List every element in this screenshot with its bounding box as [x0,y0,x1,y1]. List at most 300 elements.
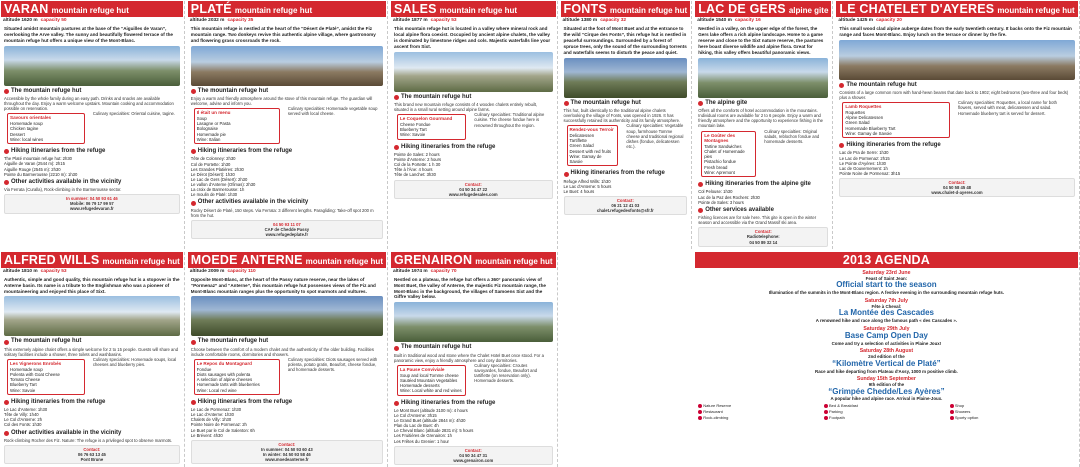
contact-line: 06 21 12 41 03 [611,203,640,209]
panel-header [561,1,691,17]
itinerary-item: Le moulin de Platé: 1h30 [190,192,238,198]
description: Nestled on a plateau, the refuge hut offers a 360° panoramic view of Mont Buet, the valley of Anterne, the majestic Fiz mountain range, the Mont-Blanc in the background, the villages of Samoens Sixt and the Giffre Valley below. [393,276,546,300]
bullet-icon [564,101,569,106]
itinerary-item: La croix de Barmerousse: 1h [190,187,245,193]
itinerary-item: Col des Fonts: 1h30 [4,422,42,428]
menu-box-col [839,100,953,140]
itinerary-item: Les Grandes Platières: 2h30 [190,166,244,172]
other-text: Rock-climbing Rocher des Fiz. Nature: The refuge is a privileged spot to observe marmots. [4,437,173,443]
section-title: The mountain refuge hut [11,87,82,94]
menu-line: Homemade soup [10,121,43,127]
itinerary-title: Hiking itineraries from the refuge [846,142,941,149]
capacity: capacity 50 [40,18,67,23]
refuge-type: mountain refuge hut [439,6,517,15]
event-note: A popular hike and alpine race. Arrival in Plaine-Joux. [830,396,943,402]
menu-title: Il était un menu [196,110,231,116]
contact-line: Contact: [83,447,101,453]
menu-title: Les Vignerons Enrobés [10,361,62,367]
menu-title: Le Coquelon Gourmand [399,116,453,122]
legend-label: Shop [954,402,965,408]
contact-line: Pont Brune [80,457,104,463]
contact-box [698,227,828,246]
legend-icon [824,410,828,414]
itinerary-item: Col de la Portette: 1 h 30 [393,162,441,168]
itinerary-item: Le Dérot (Désert): 1h30 [190,171,235,177]
altitude: altitude 2009 m [189,268,225,274]
contact-line: Radiotelephone: [746,234,780,240]
contact-box [4,194,180,213]
menu-line: Bolognaise [196,126,219,132]
panel-agenda [695,252,1079,467]
agenda-event [698,270,1074,296]
refuge-type: mountain refuge hut [305,256,383,266]
event-note: A renowned hike and race along the famous path « des Cascades ». [815,318,958,324]
other-text: Via Ferrata (Curalla), Rock-climbing in the Barmerousse sector. [4,187,122,193]
panel-header [391,252,556,268]
contact-box [191,440,383,465]
event-note: Come and try a selection of activities in Plaine Joux! [831,340,942,346]
itinerary-title: Hiking itineraries from the refuge [11,147,106,154]
altitude: altitude 1620 m [3,18,38,23]
contact-line: Contact: [948,180,966,186]
refuge-type: mountain refuge hut [102,256,180,266]
capacity: capacity 53 [430,18,457,23]
bullet-icon [394,95,399,100]
other-text: Rocky Désert de Platé, 150 steps. Via Ferrata: 3 different lengths. Paragliding: Take-off spot 200 m from the hut. [190,207,374,218]
section-title: The mountain refuge hut [570,99,641,106]
event-subtitle: Feast of Saint Jean: [865,276,908,282]
refuge-name: LAC DE GERS [698,2,786,16]
contact-box [839,178,1074,197]
itinerary-item: Les Fruitières de Grenairon: 1h [393,433,452,439]
itinerary-item: Le Lac d'Anterne: 5 hours [563,183,612,189]
legend-label: Footpath [829,414,845,420]
bullet-icon [191,201,196,206]
itinerary-item: Tête de Villy: 1h40 [4,412,39,418]
legend-label: Restaurant [703,408,723,414]
capacity: capacity 110 [227,268,256,274]
menu-line: Homemade desserts [399,383,440,389]
bullet-icon [698,208,703,213]
menu-line: Wine: local wines [10,136,44,142]
capacity: capacity 32 [600,18,627,23]
contact-line: www.refugedeplate.fr [265,232,309,238]
itinerary-item: Le Pointe d'Ayères: 1h30 [839,160,886,166]
itinerary-title: Hiking itineraries from the refuge [197,148,293,155]
itinerary-heading [4,148,180,155]
altitude: altitude 1877 m [392,18,428,23]
section-title: The mountain refuge hut [197,87,269,94]
contact-line: Contact: [754,229,772,235]
itinerary-title: Hiking itineraries from the refuge [400,399,496,406]
legend-item [698,416,823,421]
itinerary-title: Hiking itineraries from the refuge [400,143,496,150]
panel-varan [1,1,185,249]
itinerary-item: Le Mont Buet (altitude 3100 m): 4 hours [393,407,468,413]
section-title: The alpine gite [705,99,748,106]
contact-line: Contact: [278,441,296,447]
section-heading [191,88,383,95]
itinerary-item: Aiguille de Varan (2544 m): 2h15 [4,161,65,167]
altitude: altitude 2032 m [189,18,225,23]
itinerary-item: Tête de Lanchet: 3h30 [393,172,436,178]
refuge-photo [4,296,180,336]
capacity: capacity 16 [734,18,761,23]
bullet-icon [394,145,399,150]
itinerary-item: Lac de la Paz des Rochers: 2h30 [698,194,760,200]
itinerary-item: Le Buet: 4 hours [563,188,595,194]
legend-label: Bed & Breakfast [829,402,858,408]
event-date: Saturday 29th July [863,325,910,332]
itinerary-title: Hiking itineraries from the refuge [11,398,106,405]
contact-line: www.refugedesales.com [448,191,498,197]
legend-icon [698,404,702,408]
itinerary-item: Col de Portette: 1h30 [190,161,231,167]
menu-line: Diots sausages with polenta [196,371,251,377]
panel-plate [188,1,388,249]
contact-line: www.grenairon.com [453,457,494,463]
panel-header [695,1,831,17]
contact-box [191,220,383,239]
section-title: The mountain refuge hut [11,338,82,345]
refuge-name: SALES [393,2,437,16]
section-heading [394,94,553,101]
itinerary-item: Lac de Gouvernement: 1h [839,165,888,171]
itinerary-item: Tête de Colonney: 2h30 [190,156,236,162]
description: Opposite Mont-Blanc, at the heart of the Passy nature reserve, near the lakes of “Pormenaz” and “Anterne”, this mountain refuge hut possesses views of the Fiz and Mont-Blanc mountain ranges plus the opportunity to spot marmots and vultures. [190,276,376,294]
menu-box [397,365,466,396]
menu-title: Le Repos du Montagnard [196,361,252,367]
itinerary-heading [564,170,688,177]
altitude: altitude 1810 m [3,268,38,274]
culinary-specialties: Culinary specialties: Oriental cuisine, tagine. [92,111,176,117]
panel-chatelet-ayeres [836,1,1079,249]
legend-label: Parking [829,408,843,414]
menu-title: Savours orientales [10,115,52,121]
bullet-icon [394,346,399,351]
menu-line: Alpine Delicatessen [845,115,884,121]
itinerary-heading [191,148,383,155]
menu-line: Tomato Cheese [10,377,41,383]
menu-columns [191,106,383,146]
section-heading [839,82,1074,89]
menu-line: Chicken tagine [10,126,39,132]
itinerary-item: Pointe de Sales: 3 hours [698,199,744,205]
event-date: Saturday 23rd June [862,269,911,276]
refuge-type: mountain refuge hut [997,6,1075,15]
section-title: The mountain refuge hut [197,338,269,345]
menu-title: Le Goûter des Montagnes [704,132,736,144]
agenda-legend [698,404,1074,421]
menu-line: Roquettes [845,109,865,115]
menu-box [194,108,280,144]
menu-box [194,359,280,395]
section-text: Enjoy a warm and friendly atmosphere around the stove of this mountain refuge. The guardian will welcome, advise and inform you. [190,96,373,107]
itinerary-item: Le Brévent: 4h30 [190,432,223,438]
menu-line: Homemade tarts with blueberries [196,382,260,388]
menu-columns [394,363,553,398]
capacity: capacity 53 [40,268,67,274]
event-title: Official start to the season [836,280,937,290]
agenda-events [695,270,1077,402]
section-text: This hut, built identically to the traditional alpine chalets overlooking the village of Fonts, was opened in 1926. It has successfully retained its authenticity and its family atmosphere. [563,108,681,124]
section-text: This extremely alpine chalet offers a simple welcome for 2 to 15 people. Guests will share and solitary facilities include a shower, three toilets and washbasins. [4,346,179,357]
section-text: Built in traditional wood and stone where the Chalet Hotel Buet once stood. For a panoramic view, enjoy a friendly atmosphere and cosy dormitories. [393,352,544,363]
description: Situated amidst mountain pastures at the base of the “Aiguilles de Varan”, overlooking the Arve valley. The sunny and beautifully flowered terrace of the mountain refuge hut offers a unique view of the Mont-Blanc. [4,25,173,43]
other-heading [4,430,180,437]
contact-line: Contact: [464,447,482,453]
panel-header [836,1,1077,17]
event-subtitle: 2nd edition of the [868,354,905,360]
section-title: The mountain refuge hut [400,93,472,100]
event-note: Illumination of the summits in the Mont-Blanc region. A festive evening in the surrounding mountain refuge huts. [768,290,1005,296]
itinerary-item: Le Lac de Pormenaz: 2h15 [839,155,890,161]
menu-box-col [564,123,622,168]
bullet-icon [4,400,9,405]
itinerary-heading [394,144,553,151]
agenda-event [698,326,1074,347]
contact-line: In summer: 04 50 93 61 46 [66,196,118,202]
itinerary-item: Pointe Noire de Pormenaz: 3h15 [839,170,901,176]
event-date: Saturday 28th August [859,348,914,355]
bullet-icon [4,180,9,185]
menu-line: Green Salad [569,143,594,149]
panel-grenairon [391,252,558,467]
refuge-name: GRENAIRON [393,252,473,267]
bullet-icon [191,400,196,405]
panel-fonts [561,1,693,249]
menu-line: Dessert with red fruits [569,148,612,154]
panel-header [188,252,386,268]
itinerary-item: The Platé mountain refuge hut: 2h30 [4,156,72,162]
legend-icon [950,416,954,420]
section-text: Consists of a large common room with hand-hewn beams that date back to 1902; eight bedrooms (two-three and four beds) plus a shower. [839,90,1069,101]
other-title: Other services available [705,206,774,213]
menu-columns [564,123,688,168]
bullet-icon [839,83,844,88]
refuge-name: VARAN [4,2,49,16]
culinary-specialties: Culinary specialties: Original salads, reblochon fondue and homemade desserts. [764,128,820,144]
contact-line: www.refugedevaran.fr [69,206,114,212]
refuge-type: mountain refuge hut [475,256,553,266]
menu-line: Homemade Blueberry Tart [845,125,896,131]
menu-line: Blueberry Tart [399,127,427,133]
menu-box [397,114,466,139]
menu-line: Fondue [196,366,212,372]
other-heading [698,207,828,214]
menu-box-col [698,129,759,180]
menu-line: Chalet of Homemade pies [704,148,745,160]
menu-columns [698,129,828,180]
itinerary-heading [191,399,383,406]
event-subtitle: 9th edition of the [868,382,905,388]
contact-line: CAF de Chedde Passy [264,227,310,233]
itinerary-item: Pointe Noire de Pormenaz: 2h [190,422,247,428]
altitude: altitude 1974 m [392,268,428,274]
menu-line: Fresh bread [704,164,728,170]
menu-line: Homemade soup [10,366,43,372]
contact-box [4,445,180,464]
panel-header [188,1,386,17]
event-title: “Grimpée Chedde/Les Ayères” [828,386,945,396]
section-heading [698,100,828,107]
refuge-type: mountain refuge hut [609,6,688,15]
description: This small wood clad alpine auberge dates from the early twentieth century. It backs onto the Fiz mountain range and faces Mont-Blanc. Enjoy lunch on the terrace or dinner by the fire. [839,25,1072,37]
legend-item [950,416,1075,421]
menu-columns [394,112,553,141]
altitude: altitude 1540 m [697,18,732,23]
event-title: La Montée des Cascades [838,308,934,318]
refuge-name: PLATÉ [190,2,232,16]
itinerary-item: Le Buet par le Col de Salenton: 6h [190,427,255,433]
refuge-type: mountain refuge hut [51,6,129,15]
event-date: Sunday 15th September [856,375,916,382]
event-note: Race and hike departing from Plateau d'Assy, 1000 m positive climb. [815,368,958,374]
itinerary-item: Le Col d'Anterne: 3h15 [393,412,437,418]
refuge-photo [698,58,828,98]
legend-icon [950,404,954,408]
menu-line: Soup [196,115,207,121]
itinerary-item: Pointe du Barmerousse (2210 m): 1h30 [4,171,78,177]
other-title: Other activities available in the vicinity [197,199,309,206]
bullet-icon [698,101,703,106]
event-title: “Kilomètre Vertical de Platé” [832,358,941,368]
bullet-icon [4,340,9,345]
itinerary-item: Le vallon d'Anterne (Ofimas): 2h30 [190,182,256,188]
culinary-specialties: Culinary specialties: Traditional alpine cuisine. The cheese fondue here is renowned throughout the region. [474,112,545,128]
contact-line: Contact: [464,181,482,187]
menu-line: Wine: Local red wine [196,387,237,393]
altitude: altitude 1425 m [838,18,874,23]
bullet-icon [4,89,9,94]
section-heading [4,338,180,345]
refuge-photo [394,52,553,92]
panel-header [1,1,183,17]
legend-icon [824,416,828,420]
menu-box-col [4,111,88,146]
menu-line: Soup and local Tomme cheese [399,372,459,378]
itinerary-heading [698,181,828,188]
menu-line: Dessert [10,131,25,137]
itinerary-item: Le Col d'Anterne: 2h [4,417,43,423]
other-title: Other activities available in the vicinity [11,178,122,185]
bullet-icon [839,143,844,148]
contact-line: 04 50 58 45 48 [943,185,971,191]
menu-line: Tartine Sandwiches [704,143,742,149]
legend-icon [698,416,702,420]
contact-line: Contact: [616,198,634,204]
menu-line: Lasagne or Pasta [196,121,231,127]
refuge-photo [564,58,688,98]
itinerary-item: Le Lac d'Anterne: 1h30 [190,412,234,418]
culinary-specialties: Culinary specialties: Croutes savoyardes, fondue, Beaufort and tartiflette (on reservation only). Homemade desserts. [474,363,538,384]
menu-box-col [4,357,88,397]
agenda-event [698,298,1074,324]
itinerary-item: Tête à l'Âne: 4 hours [393,167,433,173]
legend-label: Nature Reserve [703,402,732,408]
contact-box [564,196,688,215]
section-text: This brand new mountain refuge consists of 4 wooden chalets entirely rebuilt, situated in a small rural setting around alpine farms. [393,102,538,113]
panel-alfred-wills [1,252,185,467]
contact-line: 06 76 63 13 45 [77,452,106,458]
panel-lac-de-gers [695,1,833,249]
agenda-title: 2013 AGENDA [842,252,931,267]
menu-line: Wine: Local white and red wines [399,388,462,394]
legend-item [824,416,949,421]
itinerary-item: Col Pelouse: 1h30 [698,189,733,195]
bullet-icon [191,340,196,345]
description: This mountain refuge is nestled at the heart of the “Désert de Platé”, amidst the Fiz mountain range. Two donkeys revive this authentic alpine village, where gastronomy and flowering grass crossroads the rock. [190,25,376,43]
menu-line: Wine: Savoie [10,387,36,393]
refuge-photo [191,46,383,86]
contact-box [394,180,553,199]
itinerary-item: Les Frêtes du Grenier: 1 hour [393,438,449,444]
agenda-event [698,376,1074,402]
refuge-name: MOEDE ANTERNE [190,252,303,267]
itinerary-item: Le Grand Buet (altitude 2844 m): 4h30 [393,418,466,424]
panel-moede-anterne [188,252,388,467]
panel-header [1,252,183,268]
menu-line: Pistachio fondue [704,159,736,165]
itinerary-item: Pointe d'Anterne: 2 hours [393,157,442,163]
menu-title: La Pause Conviviale [399,367,445,372]
itinerary-title: Hiking itineraries from the refuge [570,170,665,177]
other-title: Other activities available in the vicinity [11,429,122,436]
other-text: Fishing licences are for sale here. This gite is open in the winter season and accessible via the Grand Massif ski area. [698,215,817,226]
itinerary-heading [394,400,553,407]
refuge-brochure-grid [1,1,1075,463]
menu-title: Rendez-vous Terroir [569,127,614,133]
menu-title: Lamb Roquettes [845,104,882,110]
altitude: altitude 1380 m [562,18,598,23]
itinerary-item: Pointe de Sales: 2 hours [393,151,440,157]
refuge-name: LE CHATELET D'AYERES [839,2,995,16]
refuge-type: mountain refuge hut [234,6,313,15]
menu-line: Sautéed Mountain Vegetables [399,377,458,383]
menu-line: Blueberry Tart [10,382,37,388]
menu-line: Tartiflette [569,138,587,144]
legend-item [824,404,949,409]
capacity: capacity 20 [876,18,902,23]
contact-line: Mobile: 06 79 17 99 57 [70,201,114,207]
contact-line: www.moedeanterne.fr [265,457,309,463]
agenda-event [698,348,1074,374]
bullet-icon [564,172,569,177]
itinerary-title: Hiking itineraries from the refuge [197,398,293,405]
menu-box [701,131,756,178]
refuge-photo [191,296,383,336]
section-title: The mountain refuge hut [400,344,472,351]
menu-line: Green Salad [845,120,870,126]
menu-line: Delicatessen [569,132,595,138]
culinary-specialties: Culinary specialties: Diots sausages served with polenta, potato gratin, Beaufort, cheese fondue, and homemade desserts. [287,357,378,373]
menu-line: Wine: Apremont [704,169,735,175]
itinerary-heading [839,142,1074,149]
refuge-name: FONTS [563,2,607,16]
itinerary-item: Plan du Lac de Buet: 4h [393,423,439,429]
menu-line: Homemade pie [196,131,226,137]
menu-line: Polenta with Goat Cheese [10,371,60,377]
legend-icon [698,410,702,414]
bullet-icon [191,89,196,94]
refuge-photo [4,46,180,86]
itinerary-item: Le Lac de Pormenaz: 1h30 [190,407,242,413]
itinerary-item: Refuge Alfred Wills: 1h30 [563,178,611,184]
menu-line: Wine: Gamay de Savoie [569,153,602,165]
menu-box [7,359,85,395]
menu-box [7,113,85,144]
legend-label: Sporty option [954,414,979,420]
